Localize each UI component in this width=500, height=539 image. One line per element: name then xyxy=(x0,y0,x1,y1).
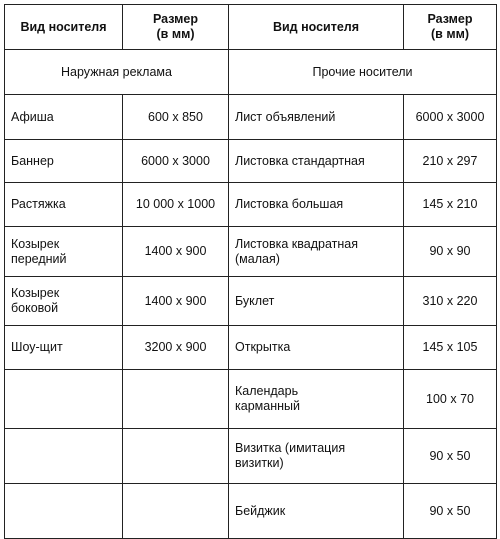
header-size-right xyxy=(404,5,497,50)
header-type-right: Вид носителя xyxy=(229,5,404,50)
other-media-name-line: карманный xyxy=(235,399,300,413)
outdoor-media-name xyxy=(5,183,123,227)
table-row xyxy=(5,277,497,326)
other-media-name-line: (малая) xyxy=(235,251,280,266)
other-media-name-line: Листовка стандартная xyxy=(235,153,365,168)
outdoor-media-name-line: передний xyxy=(11,251,67,266)
outdoor-media-name-line: Растяжка xyxy=(11,197,66,211)
other-media-name-line: Открытка xyxy=(235,340,291,354)
media-sizes-table xyxy=(4,4,497,539)
table-row xyxy=(5,227,497,277)
other-media-name xyxy=(229,227,404,277)
other-media-name-line: Листовка квадратная xyxy=(235,236,358,251)
outdoor-media-size: 3200 x 900 xyxy=(123,326,229,370)
section-row xyxy=(5,50,497,95)
header-size-right-line2: (в мм) xyxy=(431,27,469,41)
outdoor-media-name-line: Козырек xyxy=(11,286,60,300)
table-row xyxy=(5,429,497,484)
outdoor-media-size: 10 000 x 1000 xyxy=(123,183,229,227)
other-media-size: 90 x 50 xyxy=(404,429,497,484)
other-media-size: 310 x 220 xyxy=(404,277,497,326)
header-size-left-line2: (в мм) xyxy=(156,27,195,41)
header-size-left xyxy=(123,5,229,50)
other-media-name xyxy=(229,326,404,370)
other-media-name xyxy=(229,484,404,539)
outdoor-media-size xyxy=(123,429,229,484)
header-row xyxy=(5,5,497,50)
other-media-name-line: Бейджик xyxy=(235,503,286,518)
outdoor-media-size: 6000 x 3000 xyxy=(123,140,229,183)
table-row xyxy=(5,95,497,140)
outdoor-media-name-line: боковой xyxy=(11,301,59,315)
outdoor-media-name-line: Шоу-щит xyxy=(11,340,63,354)
section-other: Прочие носители xyxy=(229,50,497,95)
table-row xyxy=(5,370,497,429)
outdoor-media-size xyxy=(123,484,229,539)
other-media-name xyxy=(229,140,404,183)
other-media-name-line: визитки) xyxy=(235,456,284,470)
outdoor-media-name xyxy=(5,140,123,183)
other-media-name xyxy=(229,183,404,227)
header-size-left-line1: Размер xyxy=(152,12,198,26)
outdoor-media-name xyxy=(5,370,123,429)
outdoor-media-name-line: Афиша xyxy=(11,109,54,124)
outdoor-media-name xyxy=(5,227,123,277)
other-media-size: 100 x 70 xyxy=(404,370,497,429)
other-media-name xyxy=(229,429,404,484)
other-media-name-line: Календарь xyxy=(235,384,299,398)
other-media-name-line: Буклет xyxy=(235,293,275,308)
other-media-name xyxy=(229,370,404,429)
outdoor-media-size: 1400 x 900 xyxy=(123,277,229,326)
other-media-name-line: Лист объявлений xyxy=(235,109,336,124)
other-media-size: 145 x 210 xyxy=(404,183,497,227)
outdoor-media-name xyxy=(5,95,123,140)
table-row xyxy=(5,326,497,370)
outdoor-media-name xyxy=(5,429,123,484)
other-media-name-line: Визитка (имитация xyxy=(235,441,346,455)
header-type-left: Вид носителя xyxy=(5,5,123,50)
outdoor-media-name-line: Козырек xyxy=(11,236,60,251)
other-media-name xyxy=(229,95,404,140)
other-media-name xyxy=(229,277,404,326)
other-media-name-line: Листовка большая xyxy=(235,197,344,211)
other-media-size: 210 x 297 xyxy=(404,140,497,183)
outdoor-media-size: 600 x 850 xyxy=(123,95,229,140)
other-media-size: 6000 x 3000 xyxy=(404,95,497,140)
outdoor-media-name xyxy=(5,277,123,326)
other-media-size: 90 x 50 xyxy=(404,484,497,539)
outdoor-media-name-line: Баннер xyxy=(11,153,54,168)
section-outdoor: Наружная реклама xyxy=(5,50,229,95)
outdoor-media-name xyxy=(5,326,123,370)
outdoor-media-size: 1400 x 900 xyxy=(123,227,229,277)
other-media-size: 145 x 105 xyxy=(404,326,497,370)
table-row xyxy=(5,140,497,183)
header-size-right-line1: Размер xyxy=(427,12,473,26)
outdoor-media-size xyxy=(123,370,229,429)
table-row xyxy=(5,183,497,227)
outdoor-media-name xyxy=(5,484,123,539)
other-media-size: 90 x 90 xyxy=(404,227,497,277)
table-row xyxy=(5,484,497,539)
